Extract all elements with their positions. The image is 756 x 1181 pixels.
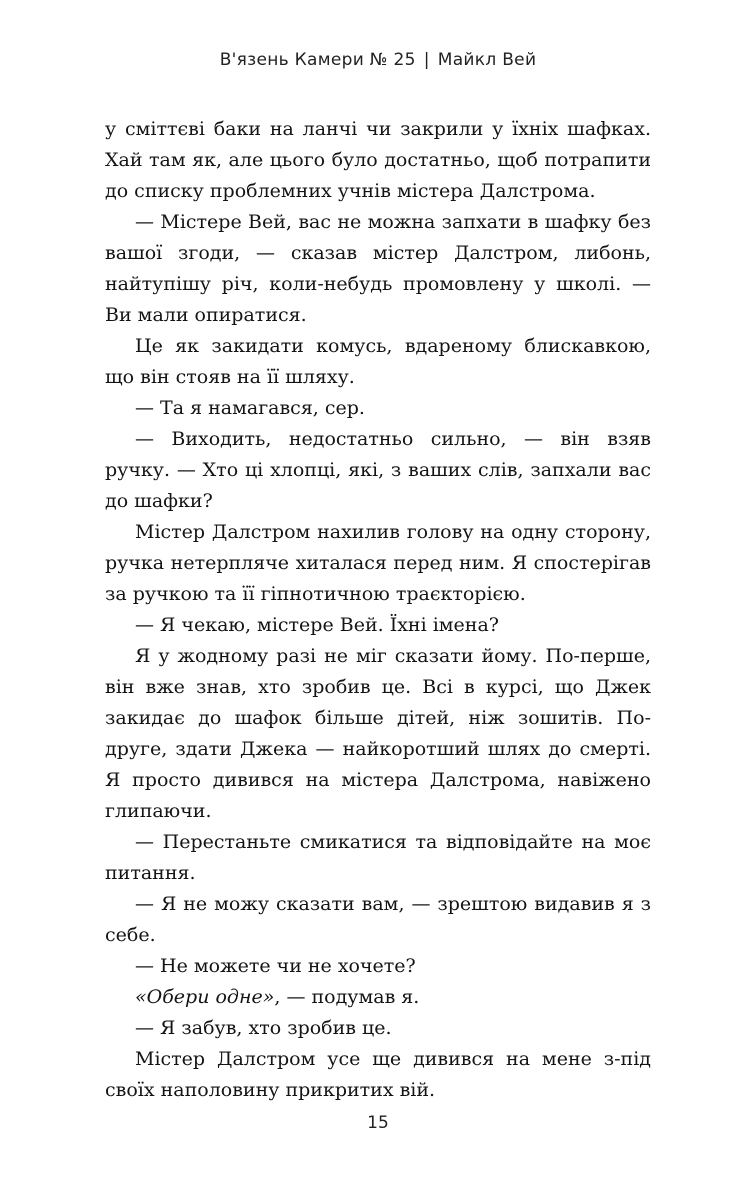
running-header xyxy=(0,50,756,70)
paragraph: Я у жодному разі не міг сказати йому. По-перше, він вже знав, хто зробив це. Всі в курсі, що Джек закидає до шафок більше дітей, ніж зошитів. По-друге, здати Джека — найкоротший шлях до смерті. Я просто дивився на містера Далстрома, навіжено глипаючи. xyxy=(105,645,651,822)
author-name: Майкл Вей xyxy=(437,50,537,70)
paragraph: — Я не можу сказати вам, — зрештою видавив я з себе. xyxy=(105,893,651,946)
header-separator: | xyxy=(423,50,430,70)
paragraph: — Не можете чи не хочете? xyxy=(135,955,416,977)
page-body xyxy=(105,114,651,1106)
paragraph: — Та я намагався, сер. xyxy=(135,397,365,419)
paragraph: — Я забув, хто зробив це. xyxy=(135,1017,392,1039)
thought-attribution: , — подумав я. xyxy=(274,986,420,1008)
paragraph: у сміттєві баки на ланчі чи закрили у їхніх шафках. Хай там як, але цього було достатньо, щоб потрапити до списку проблемних учнів містера Далстрома. xyxy=(105,118,651,202)
paragraph: Містер Далстром усе ще дивився на мене з-під своїх наполовину прикритих вій. xyxy=(105,1048,651,1101)
paragraph: Це як закидати комусь, вдареному блискавкою, що він стояв на її шляху. xyxy=(105,335,651,388)
paragraph: — Містере Вей, вас не можна запхати в шафку без вашої згоди, — сказав містер Далстром, либонь, найтупішу річ, коли-небудь промовлену у школі. — Ви мали опиратися. xyxy=(105,211,651,326)
book-title: В'язень Камери № 25 xyxy=(219,50,416,70)
paragraph: Містер Далстром нахилив голову на одну сторону, ручка нетерпляче хиталася перед ним. Я спостерігав за ручкою та її гіпнотичною траєкторією. xyxy=(105,521,651,605)
paragraph: — Я чекаю, містере Вей. Їхні імена? xyxy=(135,614,499,636)
paragraph: — Виходить, недостатньо сильно, — він взяв ручку. — Хто ці хлопці, які, з ваших слів, запхали вас до шафки? xyxy=(105,428,651,512)
paragraph: — Перестаньте смикатися та відповідайте на моє питання. xyxy=(105,831,651,884)
italic-thought: «Обери одне» xyxy=(135,986,275,1008)
page-number: 15 xyxy=(367,1113,389,1133)
paragraph-thought xyxy=(105,982,651,1013)
